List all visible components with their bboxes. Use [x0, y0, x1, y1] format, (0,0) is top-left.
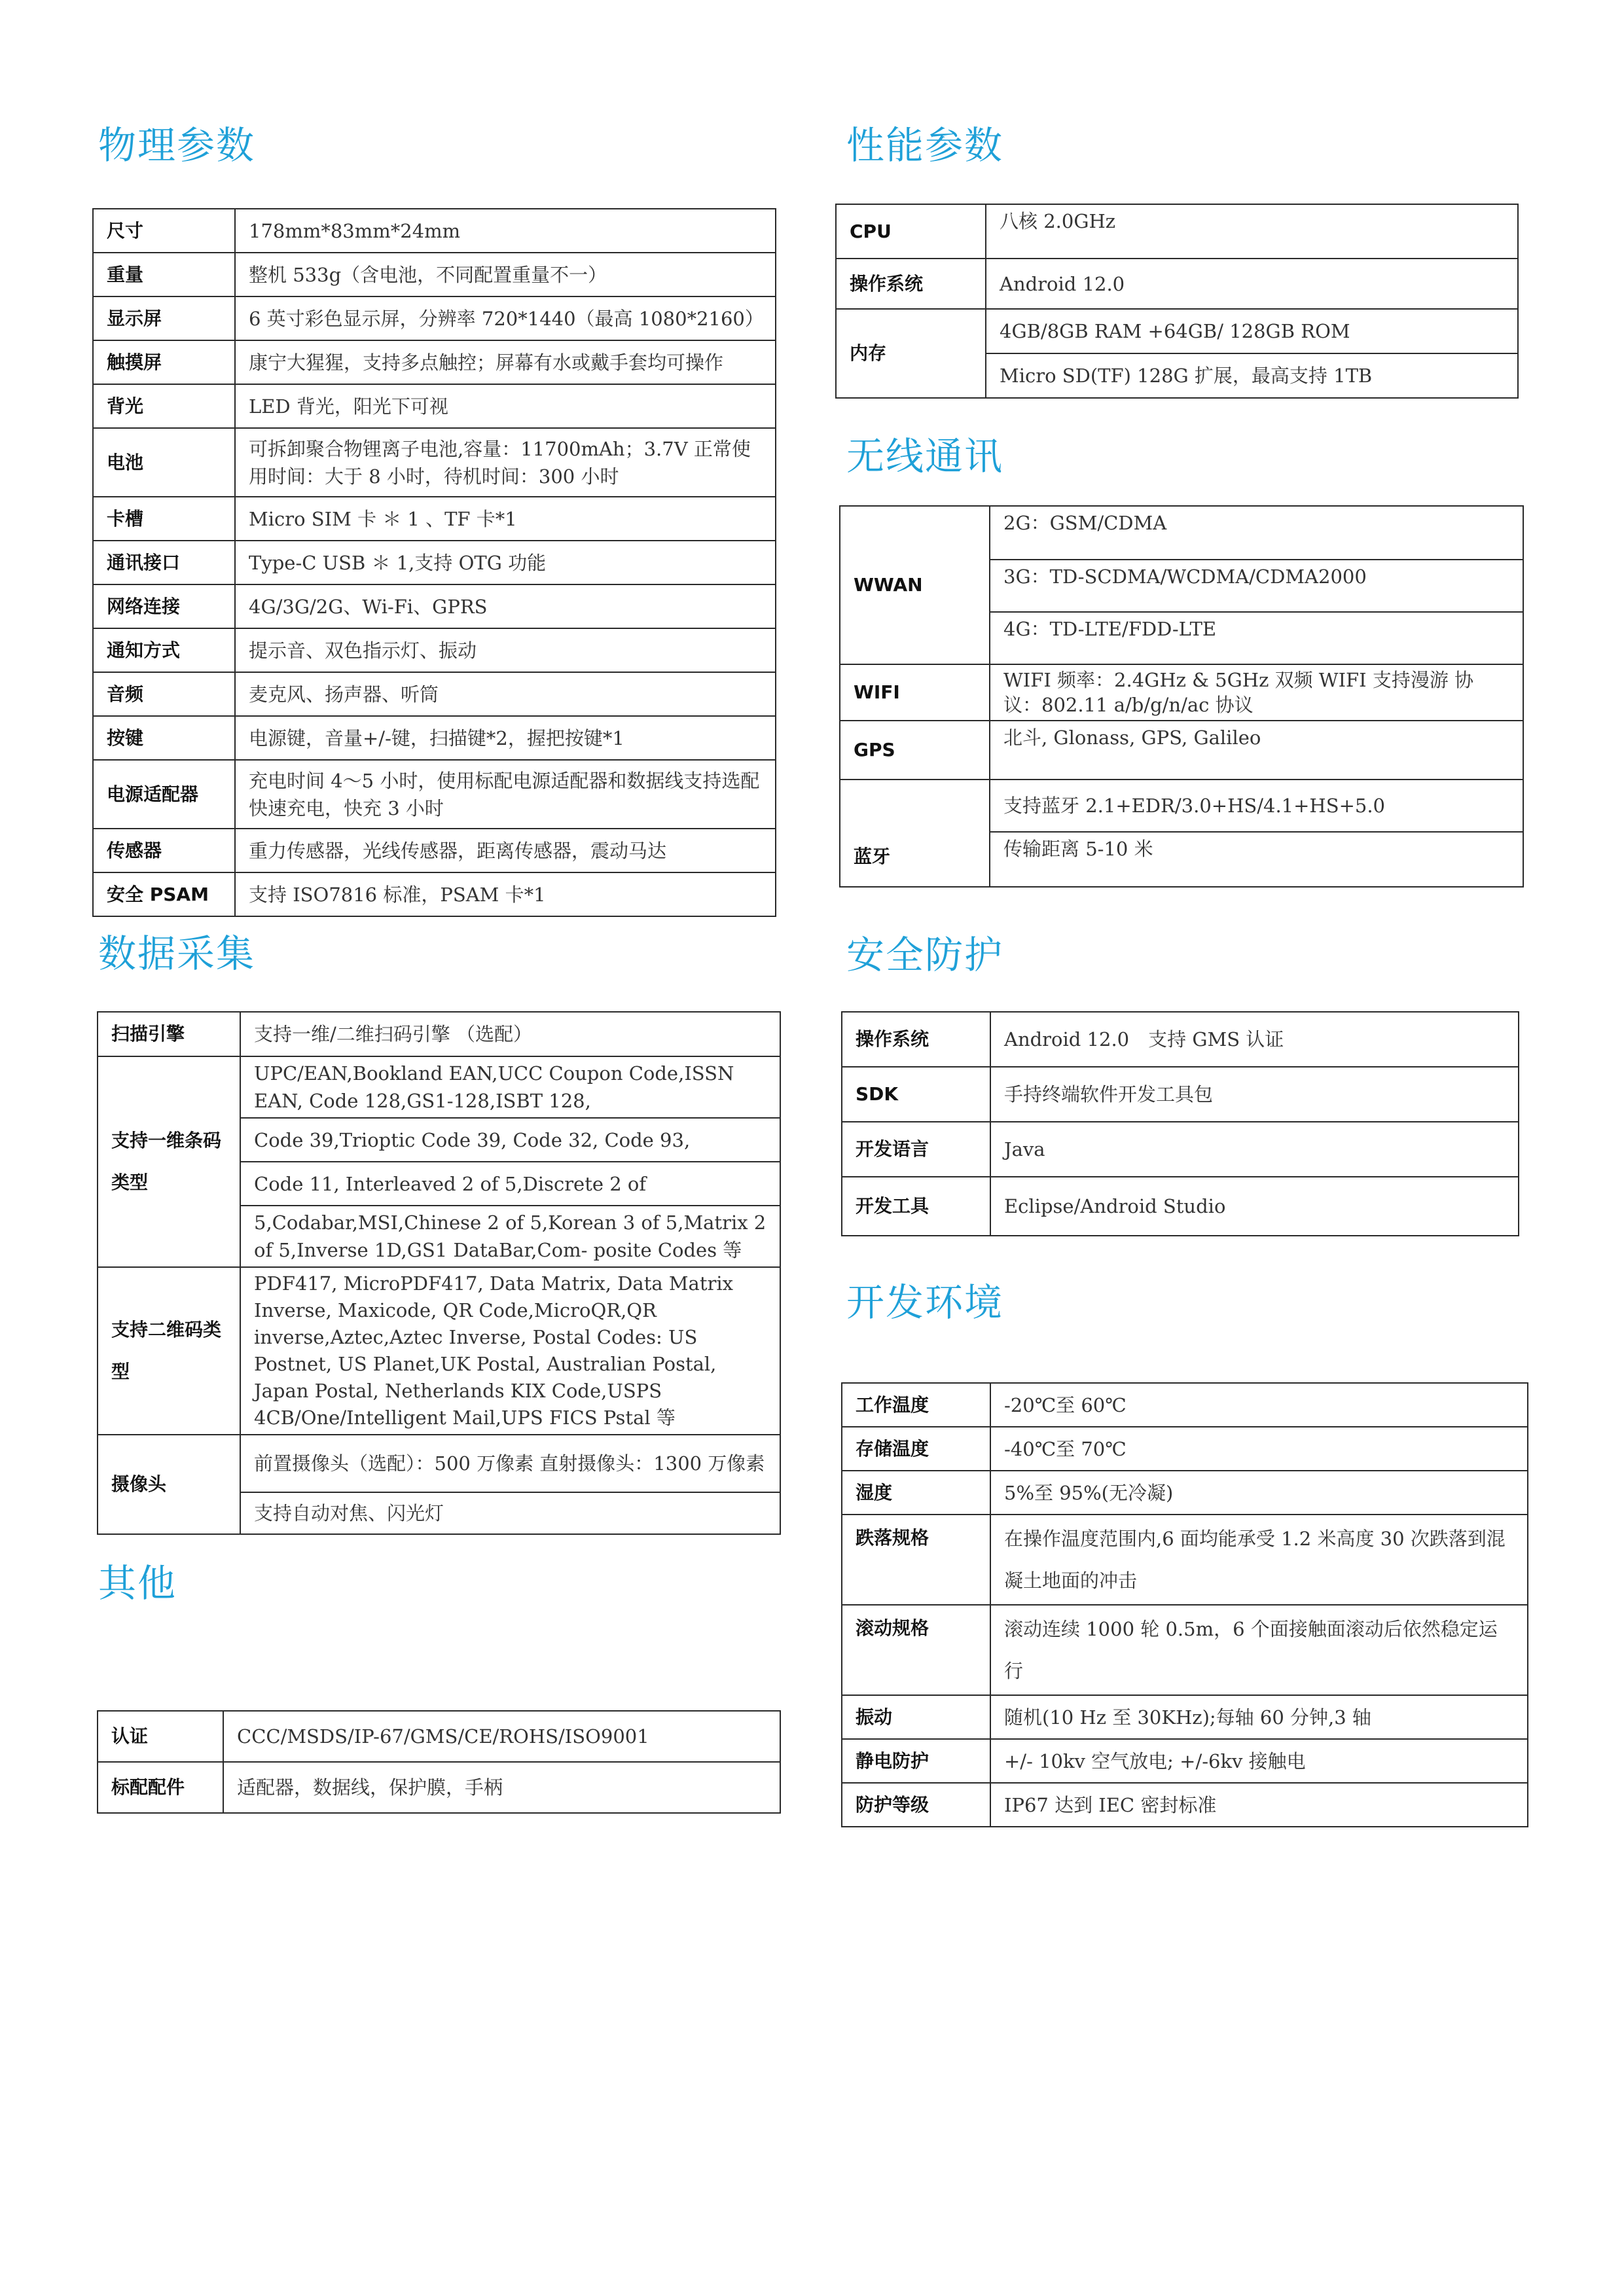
table-row	[98, 1267, 780, 1435]
row-key: 滚动规格	[842, 1605, 990, 1695]
row-value: 传输距离 5-10 米	[990, 832, 1523, 887]
row-key: 内存	[836, 309, 986, 398]
table-row	[840, 664, 1523, 721]
row-value: 手持终端软件开发工具包	[990, 1067, 1519, 1122]
table-row	[98, 1056, 780, 1118]
table-row	[93, 541, 776, 584]
row-value: 北斗, Glonass, GPS, Galileo	[990, 721, 1523, 780]
row-key: 振动	[842, 1695, 990, 1739]
row-key: 静电防护	[842, 1739, 990, 1783]
row-value: 3G：TD-SCDMA/WCDMA/CDMA2000	[990, 560, 1523, 612]
row-key: 防护等级	[842, 1783, 990, 1827]
table-row	[93, 584, 776, 628]
row-value: 康宁大猩猩，支持多点触控；屏幕有水或戴手套均可操作	[235, 340, 776, 384]
table-row	[93, 296, 776, 340]
row-key: 认证	[98, 1711, 223, 1762]
row-value: PDF417, MicroPDF417, Data Matrix, Data Matrix Inverse, Maxicode, QR Code,MicroQR,QR inverse,Aztec,Aztec Inverse, Postal Codes: US Postnet, US Planet,UK Postal, Australian Postal, Japan Postal, Netherlands KIX Code,USPS 4CB/One/Intelligent Mail,UPS FICS Pstal 等	[240, 1267, 780, 1435]
table-row	[842, 1695, 1528, 1739]
row-key: 电源适配器	[93, 760, 235, 829]
table-row	[842, 1427, 1528, 1471]
row-value: 适配器，数据线，保护膜，手柄	[223, 1762, 780, 1813]
table-row	[842, 1122, 1519, 1177]
table-row	[840, 506, 1523, 560]
row-value: 电源键，音量+/-键，扫描键*2，握把按键*1	[235, 716, 776, 760]
table-row	[93, 497, 776, 541]
table-row	[836, 309, 1518, 353]
row-key: 按键	[93, 716, 235, 760]
row-key: 摄像头	[98, 1435, 240, 1534]
table-row	[842, 1739, 1528, 1783]
row-value: 5,Codabar,MSI,Chinese 2 of 5,Korean 3 of 5,Matrix 2 of 5,Inverse 1D,GS1 DataBar,Com- posite Codes 等	[240, 1206, 780, 1267]
wireless-table	[839, 505, 1524, 888]
table-row	[842, 1515, 1528, 1605]
row-value: Micro SIM 卡 ＊ 1 、TF 卡*1	[235, 497, 776, 541]
row-key: 工作温度	[842, 1383, 990, 1427]
table-row	[836, 204, 1518, 259]
row-value: 重力传感器，光线传感器，距离传感器，震动马达	[235, 829, 776, 872]
data-capture-heading: 数据采集	[98, 931, 256, 976]
row-value: Eclipse/Android Studio	[990, 1177, 1519, 1236]
environment-table	[841, 1382, 1528, 1827]
row-value: 可拆卸聚合物锂离子电池,容量：11700mAh；3.7V 正常使用时间：大于 8 小时，待机时间：300 小时	[235, 428, 776, 497]
row-key: 湿度	[842, 1471, 990, 1515]
physical-table	[92, 208, 776, 917]
row-value: 178mm*83mm*24mm	[235, 209, 776, 253]
row-value: 麦克风、扬声器、听筒	[235, 672, 776, 716]
row-value: 支持自动对焦、闪光灯	[240, 1492, 780, 1534]
row-value: +/- 10kv 空气放电; +/-6kv 接触电	[990, 1739, 1528, 1783]
row-key: 背光	[93, 384, 235, 428]
row-value: LED 背光，阳光下可视	[235, 384, 776, 428]
environment-heading: 开发环境	[846, 1280, 1004, 1325]
table-row	[93, 428, 776, 497]
row-key: 存储温度	[842, 1427, 990, 1471]
table-row	[98, 1762, 780, 1813]
row-value: 在操作温度范围内,6 面均能承受 1.2 米高度 30 次跌落到混凝土地面的冲击	[990, 1515, 1528, 1605]
row-key: 标配配件	[98, 1762, 223, 1813]
table-row	[93, 829, 776, 872]
security-table	[841, 1011, 1519, 1236]
row-value: 4GB/8GB RAM +64GB/ 128GB ROM	[986, 309, 1518, 353]
row-value: Code 39,Trioptic Code 39, Code 32, Code 93,	[240, 1118, 780, 1162]
row-key: 音频	[93, 672, 235, 716]
row-value: Code 11, Interleaved 2 of 5,Discrete 2 of	[240, 1162, 780, 1206]
table-row	[93, 384, 776, 428]
table-row	[842, 1383, 1528, 1427]
row-value: WIFI 频率：2.4GHz & 5GHz 双频 WIFI 支持漫游 协议：802.11 a/b/g/n/ac 协议	[990, 664, 1523, 721]
table-row	[842, 1012, 1519, 1067]
row-value: UPC/EAN,Bookland EAN,UCC Coupon Code,ISSN EAN, Code 128,GS1-128,ISBT 128,	[240, 1056, 780, 1118]
data-capture-table	[97, 1011, 781, 1535]
row-key: 卡槽	[93, 497, 235, 541]
table-row	[93, 628, 776, 672]
row-key: SDK	[842, 1067, 990, 1122]
row-value: 5%至 95%(无冷凝)	[990, 1471, 1528, 1515]
row-key: 开发工具	[842, 1177, 990, 1236]
security-heading: 安全防护	[846, 933, 1004, 977]
row-value: 整机 533g（含电池，不同配置重量不一）	[235, 253, 776, 296]
row-key: WIFI	[840, 664, 990, 721]
row-key: 操作系统	[836, 259, 986, 309]
row-key: 支持一维条码类型	[98, 1056, 240, 1267]
table-row	[93, 872, 776, 916]
table-row	[842, 1067, 1519, 1122]
row-key: 扫描引擎	[98, 1012, 240, 1056]
row-key: 通知方式	[93, 628, 235, 672]
row-key: 触摸屏	[93, 340, 235, 384]
row-value: 提示音、双色指示灯、振动	[235, 628, 776, 672]
row-value: 前置摄像头（选配）：500 万像素 直射摄像头：1300 万像素	[240, 1435, 780, 1492]
row-key: WWAN	[840, 506, 990, 664]
table-row	[842, 1783, 1528, 1827]
row-value: 支持一维/二维扫码引擎 （选配）	[240, 1012, 780, 1056]
row-key: 通讯接口	[93, 541, 235, 584]
row-key: 电池	[93, 428, 235, 497]
row-value: 支持 ISO7816 标准，PSAM 卡*1	[235, 872, 776, 916]
row-value: Micro SD(TF) 128G 扩展，最高支持 1TB	[986, 353, 1518, 398]
table-row	[840, 780, 1523, 832]
table-row	[98, 1012, 780, 1056]
row-value: 6 英寸彩色显示屏，分辨率 720*1440（最高 1080*2160）	[235, 296, 776, 340]
other-heading: 其他	[98, 1561, 177, 1605]
table-row	[842, 1177, 1519, 1236]
table-row	[836, 259, 1518, 309]
performance-heading: 性能参数	[846, 123, 1004, 168]
row-value: 充电时间 4～5 小时，使用标配电源适配器和数据线支持选配快速充电，快充 3 小时	[235, 760, 776, 829]
row-key: 尺寸	[93, 209, 235, 253]
row-value: IP67 达到 IEC 密封标准	[990, 1783, 1528, 1827]
row-value: 4G/3G/2G、Wi-Fi、GPRS	[235, 584, 776, 628]
table-row	[98, 1435, 780, 1492]
table-row	[93, 253, 776, 296]
row-value: Java	[990, 1122, 1519, 1177]
row-value: 随机(10 Hz 至 30KHz);每轴 60 分钟,3 轴	[990, 1695, 1528, 1739]
row-key: 支持二维码类型	[98, 1267, 240, 1435]
row-key: 重量	[93, 253, 235, 296]
row-key: CPU	[836, 204, 986, 259]
table-row	[93, 760, 776, 829]
row-value: 2G：GSM/CDMA	[990, 506, 1523, 560]
table-row	[93, 716, 776, 760]
table-row	[840, 721, 1523, 780]
table-row	[842, 1471, 1528, 1515]
row-key: 跌落规格	[842, 1515, 990, 1605]
other-table	[97, 1710, 781, 1814]
row-value: Android 12.0 支持 GMS 认证	[990, 1012, 1519, 1067]
table-row	[93, 672, 776, 716]
row-key: 传感器	[93, 829, 235, 872]
row-value: CCC/MSDS/IP-67/GMS/CE/ROHS/ISO9001	[223, 1711, 780, 1762]
row-key: 操作系统	[842, 1012, 990, 1067]
performance-table	[835, 204, 1519, 399]
table-row	[98, 1711, 780, 1762]
wireless-heading: 无线通讯	[846, 434, 1004, 478]
table-row	[93, 340, 776, 384]
row-key: 显示屏	[93, 296, 235, 340]
row-value: 支持蓝牙 2.1+EDR/3.0+HS/4.1+HS+5.0	[990, 780, 1523, 832]
table-row	[93, 209, 776, 253]
row-key: 网络连接	[93, 584, 235, 628]
row-key: 开发语言	[842, 1122, 990, 1177]
row-value: 八核 2.0GHz	[986, 204, 1518, 259]
row-value: 4G：TD-LTE/FDD-LTE	[990, 612, 1523, 664]
physical-heading: 物理参数	[98, 123, 256, 168]
row-value: -40℃至 70℃	[990, 1427, 1528, 1471]
row-value: Android 12.0	[986, 259, 1518, 309]
row-key: GPS	[840, 721, 990, 780]
row-key: 安全 PSAM	[93, 872, 235, 916]
row-key: 蓝牙	[840, 780, 990, 887]
table-row	[842, 1605, 1528, 1695]
row-value: -20℃至 60℃	[990, 1383, 1528, 1427]
row-value: 滚动连续 1000 轮 0.5m，6 个面接触面滚动后依然稳定运行	[990, 1605, 1528, 1695]
row-value: Type-C USB ＊ 1,支持 OTG 功能	[235, 541, 776, 584]
